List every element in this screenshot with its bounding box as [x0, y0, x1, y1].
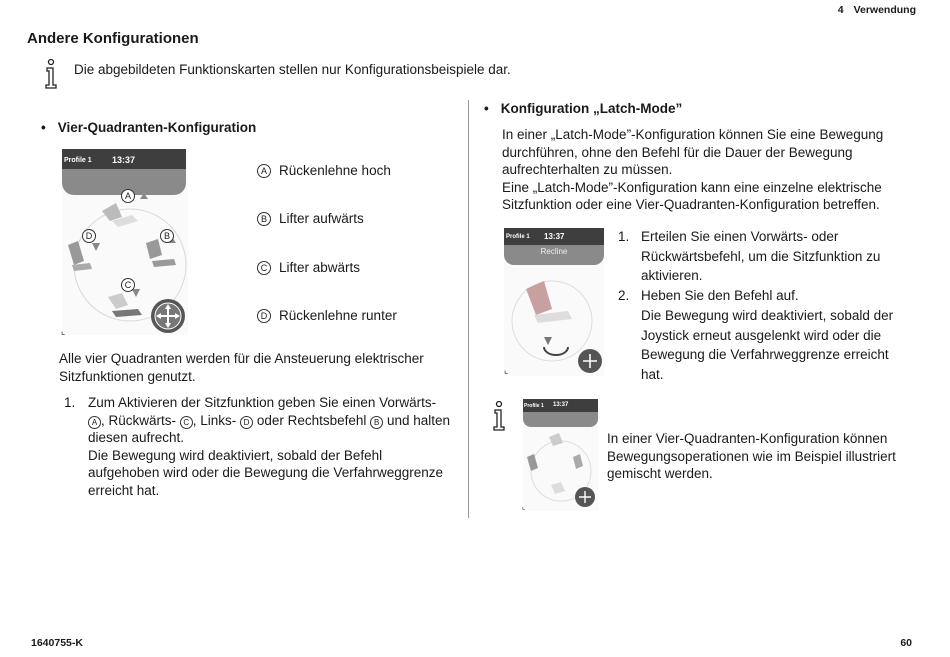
- status-bar: [504, 228, 604, 245]
- status-bar: [62, 149, 186, 169]
- clock: 13:37: [544, 232, 565, 241]
- corner-mark: ⌞: [504, 365, 509, 375]
- corner-mark: ⌞: [61, 326, 66, 336]
- page-number: 60: [900, 637, 912, 649]
- profile-label: Profile 1: [506, 234, 530, 240]
- clock: 13:37: [112, 155, 136, 165]
- mixed-illustration: [523, 399, 598, 511]
- mode-bar: [523, 412, 598, 427]
- step-line-2: A , Rückwärts- C , Links- D oder Rechtsbefehl B und halten: [88, 412, 464, 430]
- marker-b: B: [160, 229, 174, 243]
- list-item: 2. Heben Sie den Befehl auf. Die Bewegung wird deaktiviert, sobald der Joystick erneut ausgelenkt wird oder die Bewegung die Verfahrweggrenze erreicht hat.: [618, 288, 894, 382]
- column-divider: [468, 100, 469, 518]
- latch-step-list: [618, 227, 908, 385]
- legend-item-d: D Rückenlehne runter: [257, 308, 397, 323]
- four-quadrant-illustration: [62, 149, 188, 335]
- step-number: 1.: [64, 395, 76, 410]
- legend-item-b: B Lifter aufwärts: [257, 211, 364, 226]
- latch-mode-heading: • Konfiguration „Latch-Mode”: [484, 101, 682, 116]
- clock: 13:37: [553, 402, 569, 408]
- left-step-list: 1. Zum Aktivieren der Sitzfunktion geben Sie einen Vorwärts- A , Rückwärts- C , Links- D oder Rechtsbefehl B und halten diesen aufrecht. Die Bewegung wird deaktiviert, sobald der Befehl aufgehoben wird oder die Bewegung die Verfahrweggrenze erreicht hat.: [59, 394, 464, 499]
- chapter-number: 4: [837, 4, 844, 16]
- profile-label: Profile 1: [524, 403, 544, 409]
- mixed-diagram: [523, 427, 598, 511]
- mode-bar: Recline: [504, 245, 604, 265]
- latch-mode-illustration: [504, 228, 604, 376]
- status-bar: [523, 399, 598, 412]
- marker-d: D: [82, 229, 96, 243]
- document-number: 1640755-K: [31, 637, 83, 649]
- info-text: Die abgebildeten Funktionskarten stellen nur Konfigurationsbeispiele dar.: [74, 62, 511, 77]
- mixed-note: In einer Vier-Quadranten-Konfiguration können Bewegungsoperationen wie im Beispiel illustriert gemischt werden.: [607, 431, 896, 481]
- chapter-title: Verwendung: [853, 4, 916, 16]
- four-quadrant-heading: • Vier-Quadranten-Konfiguration: [41, 120, 256, 135]
- running-header: [828, 4, 916, 16]
- legend-item-c: C Lifter abwärts: [257, 260, 360, 275]
- corner-mark: ⌞: [522, 504, 526, 511]
- list-item: 1. Erteilen Sie einen Vorwärts- oder Rückwärtsbefehl, um die Sitzfunktion zu aktivieren.: [618, 229, 881, 284]
- info-icon: [42, 58, 60, 90]
- section-title: Andere Konfigurationen: [27, 30, 199, 47]
- profile-label: Profile 1: [64, 157, 92, 164]
- left-paragraph: Alle vier Quadranten werden für die Ansteuerung elektrischer Sitzfunktionen genutzt.: [59, 351, 424, 384]
- marker-a: A: [121, 189, 135, 203]
- latch-mode-paragraph: In einer „Latch-Mode”-Konfiguration können Sie eine Bewegung durchführen, ohne den Befehl für die Dauer der Bewegung aufrechterhalten zu müssen. Eine „Latch-Mode”-Konfiguration kann eine einzelne elektrische Sitzfunktion oder eine Vier-Quadranten-Konfiguration betreffen.: [502, 127, 884, 212]
- marker-c: C: [121, 278, 135, 292]
- info-icon: [490, 400, 508, 432]
- recline-diagram: [504, 265, 604, 376]
- legend-item-a: A Rückenlehne hoch: [257, 163, 391, 178]
